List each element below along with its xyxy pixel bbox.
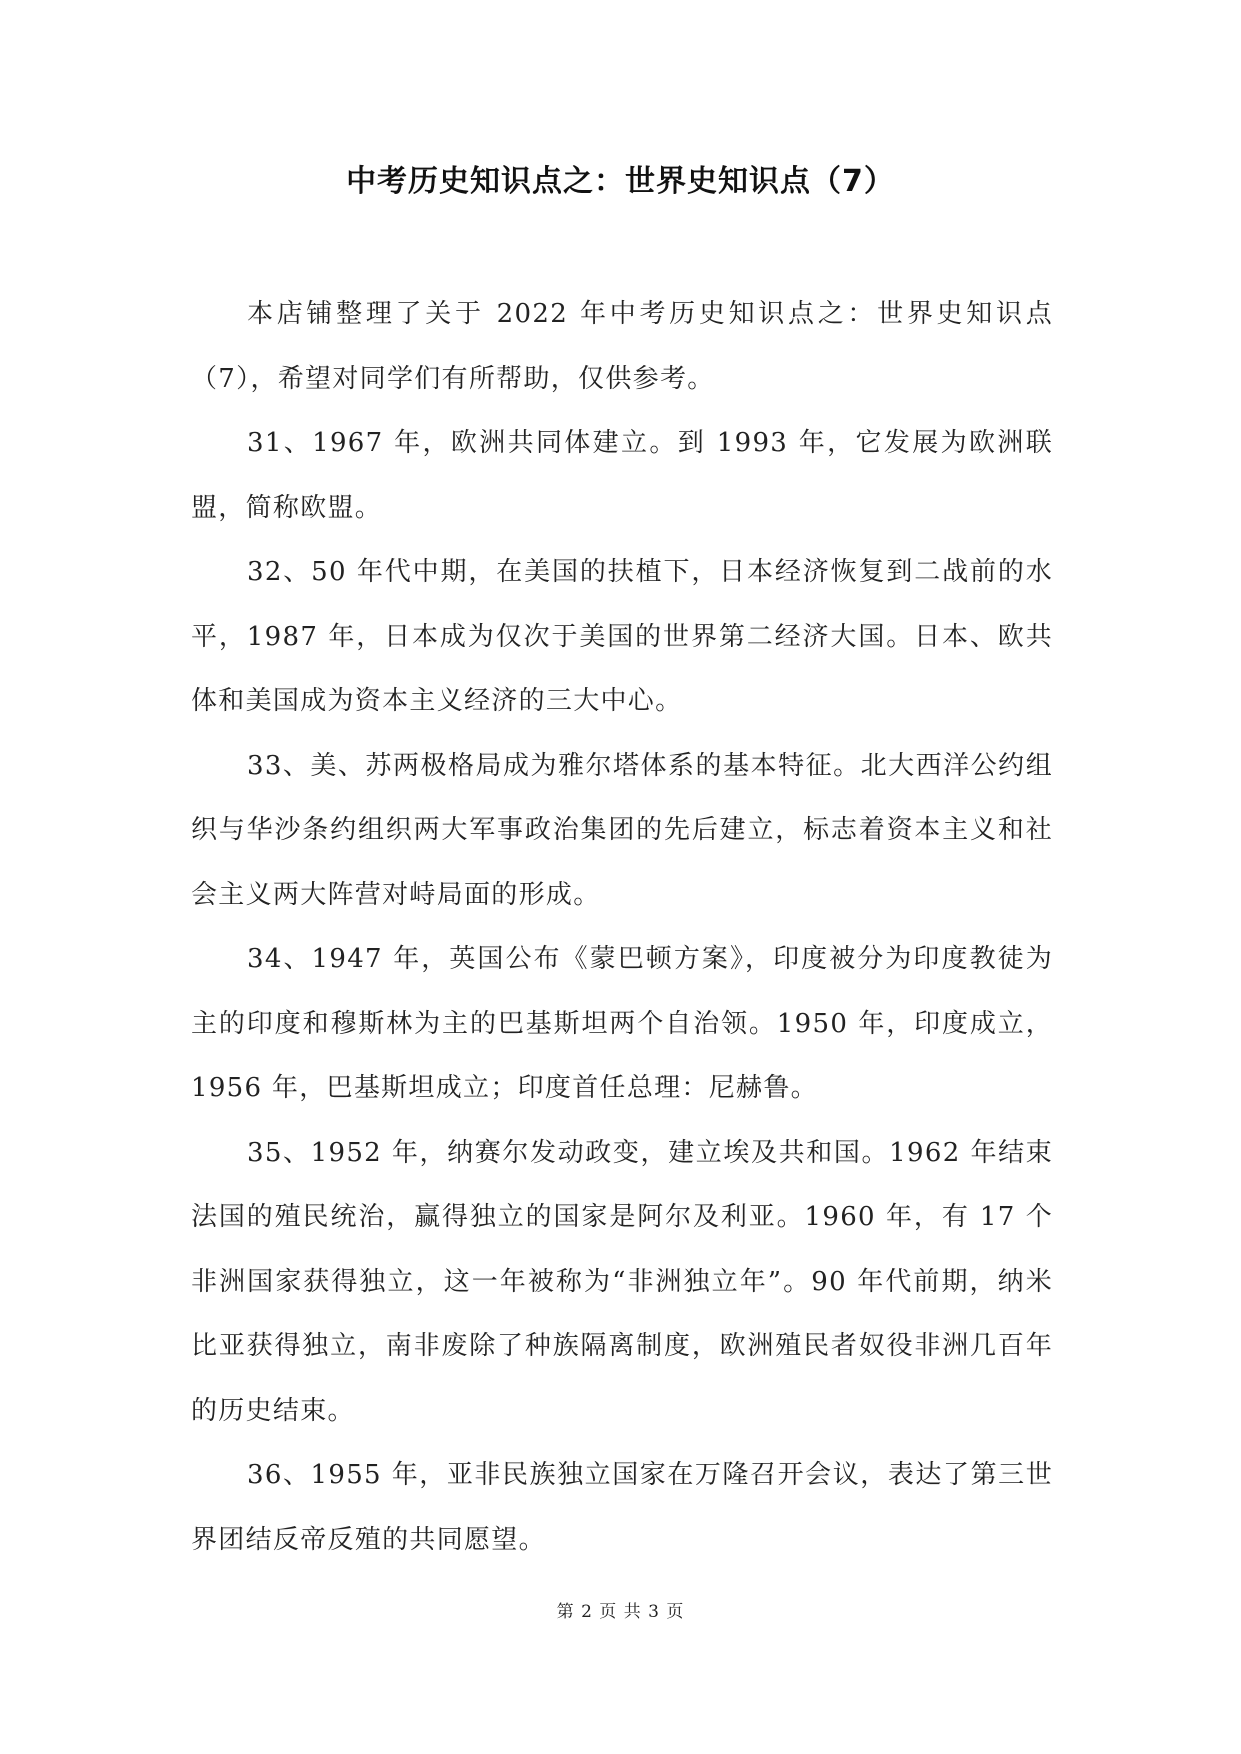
paragraph-36: 36、1955 年，亚非民族独立国家在万隆召开会议，表达了第三世界团结反帝反殖的共同愿望。 bbox=[191, 1460, 1053, 1555]
paragraph-33: 33、美、苏两极格局成为雅尔塔体系的基本特征。北大西洋公约组织与华沙条约组织两大军事政治集团的先后建立，标志着资本主义和社会主义两大阵营对峙局面的形成。 bbox=[191, 750, 1053, 910]
paragraph-32: 32、50 年代中期，在美国的扶植下，日本经济恢复到二战前的水平，1987 年，日本成为仅次于美国的世界第二经济大国。日本、欧共体和美国成为资本主义经济的三大中心。 bbox=[191, 557, 1053, 716]
page-number-footer: 第 2 页 共 3 页 bbox=[556, 1602, 685, 1622]
paragraph-intro: 本店铺整理了关于 2022 年中考历史知识点之：世界史知识点（7），希望对同学们有所帮助，仅供参考。 bbox=[191, 299, 1053, 394]
paragraph-35: 35、1952 年，纳赛尔发动政变，建立埃及共和国。1962 年结束法国的殖民统治，赢得独立的国家是阿尔及利亚。1960 年，有 17 个非洲国家获得独立，这一年被称为“非洲独立年”。90 年代前期，纳米比亚获得独立，南非废除了种族隔离制度，欧洲殖民者奴役非洲几百年的历史结束。 bbox=[191, 1137, 1053, 1426]
paragraph-31: 31、1967 年，欧洲共同体建立。到 1993 年，它发展为欧洲联盟，简称欧盟。 bbox=[191, 428, 1053, 523]
page-title: 中考历史知识点之：世界史知识点（7） bbox=[346, 164, 895, 199]
paragraph-34: 34、1947 年，英国公布《蒙巴顿方案》，印度被分为印度教徒为主的印度和穆斯林为主的巴基斯坦两个自治领。1950 年，印度成立，1956 年，巴基斯坦成立；印度首任总理：尼赫鲁。 bbox=[191, 944, 1053, 1103]
article-body bbox=[191, 282, 1053, 1572]
